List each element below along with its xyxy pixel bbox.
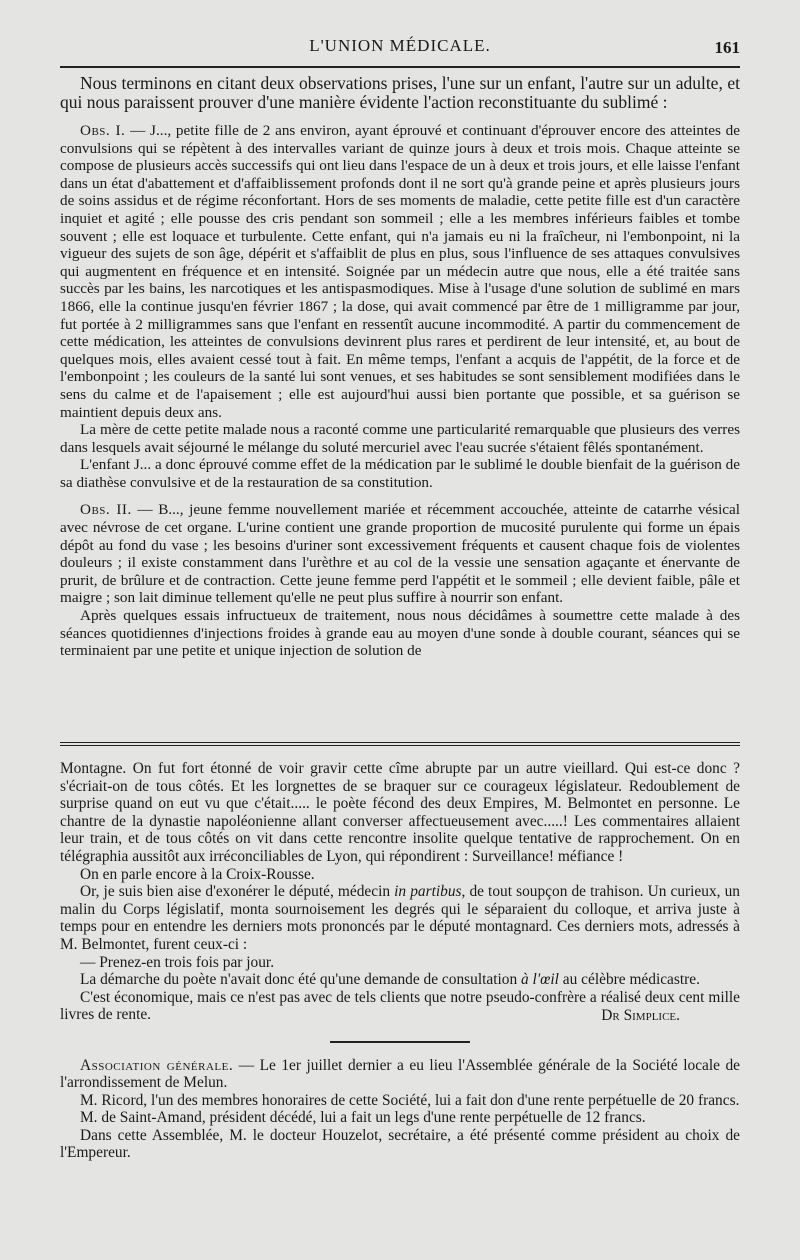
observation-1-paragraph-3: L'enfant J... a donc éprouvé comme effet de la médication par le sublimé le double bienfait de la guérison de sa diathèse convulsive et de la restauration de sa constitution. [60,456,740,491]
observation-1-paragraph [60,122,740,421]
feuilleton-paragraph-3-end: , de tout soupçon de trahison. Un curieux, un malin du Corps législatif, monta sournoisement les degrés qui le séparaient du colloque, et arriva juste à temps pour en entendre les derniers mots prononcés par le député montagnard. Ces derniers mots, adressés à M. Belmontet, furent ceux-ci : [60,883,740,953]
feuilleton-paragraph-5-end: au célèbre médicastre. [558,971,700,989]
feuilleton-paragraph-2: On en parle encore à la Croix-Rousse. [80,865,315,883]
feuilleton-paragraph-5-start: La démarche du poète n'avait donc été qu'une demande de consultation [80,971,522,989]
association-paragraph-1 [60,1057,740,1092]
observation-1-paragraph-2: La mère de cette petite malade nous a raconté comme une particularité remarquable que plusieurs des verres dans lesquels avait séjourné le mélange du soluté mercuriel avec l'eau sucrée s'étaient fêlés spontanément. [60,421,740,456]
running-title: L'UNION MÉDICALE. [309,36,491,55]
feuilleton-column [60,760,740,1162]
feuilleton-quote: — Prenez-en trois fois par jour. [80,953,275,971]
observation-1-label: Obs. I. [80,122,126,139]
feuilleton-paragraph-6: C'est économique, mais ce n'est pas avec de tels clients que notre pseudo-confrère a réalisé deux cent mille livres de rente. [60,988,740,1024]
page-number: 161 [714,38,740,57]
observation-2-paragraph-2: Après quelques essais infructueux de traitement, nous nous décidâmes à soumettre cette malade à des séances quotidiennes d'injections froides à grande eau au moyen d'une sonde à double courant, séances qui se terminaient par une petite et unique injection de solution de [60,607,740,660]
main-article [60,74,740,660]
association-label: Association générale. [80,1056,234,1074]
observation-2-paragraph [60,501,740,607]
feuilleton-italic-phrase: in partibus [394,883,462,901]
signature: Dr Simplice. [601,1006,680,1024]
feuilleton-paragraph-5 [60,971,740,989]
page-header [60,32,740,62]
feuilleton-paragraph-3 [60,883,740,953]
header-rule [60,66,740,68]
feuilleton-separator [60,742,740,746]
section-divider [330,1041,470,1043]
association-text-1: — Le 1er juillet dernier a eu lieu l'Assemblée générale de la Société locale de l'arrondissement de Melun. [60,1056,740,1092]
observation-1-text: — J..., petite fille de 2 ans environ, ayant éprouvé et continuant d'éprouver encore des atteintes de convulsions qui se répètent à des intervalles variant de quinze jours à deux et trois mois. Chaque atteinte se compose de plusieurs accès successifs qui ont lieu dans l'espace de un à deux et trois jours, et elle laisse l'enfant dans un état d'abattement et d'affaiblissement profonds dont il ne sort qu'à grande peine et après plusieurs jours de soins assidus et de régime réconfortant. Hors de ses moments de maladie, cette petite fille est d'un caractère inquiet et agité ; elle pousse des cris pendant son sommeil ; elle a les membres inférieurs faibles et tombe souvent ; elle est loquace et turbulente. Cette enfant, qui n'a jamais eu ni la fraîcheur, ni l'embonpoint, ni la vigueur des sujets de son âge, dépérit et s'affaiblit de plus en plus, sous l'influence de ses attaques convulsives qui augmentent en fréquence et en intensité. Soignée par un médecin autre que nous, elle a été traitée sans succès par les bains, les narcotiques et les antispasmodiques. Mise à l'usage d'une solution de sublimé en mars 1866, elle la continue jusqu'en février 1867 ; la dose, qui avait commencé par être de 1 milligramme par jour, fut portée à 2 milligrammes sans que l'enfant en ressentît aucune incommodité. A partir du commencement de cette médication, les atteintes de convulsions devinrent plus rares et perdirent de leur intensité, et, au bout de quelques mois, elles avaient cessé tout à fait. En même temps, l'enfant a acquis de l'appétit, de la force et de l'embonpoint ; les couleurs de la santé lui sont venues, et ses habitudes se sont sensiblement modifiées dans le sens du calme et de l'apaisement ; elle est aujourd'hui aussi bien portante que possible, et sa guérison se maintient depuis deux ans. [60,122,740,421]
association-paragraph-2: M. Ricord, l'un des membres honoraires de cette Société, lui a fait don d'une rente perpétuelle de 20 francs. [80,1091,740,1109]
feuilleton-paragraph-3-start: Or, je suis bien aise d'exonérer le député, médecin [80,883,395,901]
association-paragraph-3: M. de Saint-Amand, président décédé, lui a fait un legs d'une rente perpétuelle de 12 francs. [80,1109,646,1127]
association-paragraph-4: Dans cette Assemblée, M. le docteur Houzelot, secrétaire, a été présenté comme président au choix de l'Empereur. [60,1126,740,1162]
intro-paragraph: Nous terminons en citant deux observations prises, l'une sur un enfant, l'autre sur un adulte, et qui nous paraissent prouver d'une manière évidente l'action reconstituante du sublimé : [60,73,740,112]
feuilleton-paragraph-1: Montagne. On fut fort étonné de voir gravir cette cîme abrupte par un autre vieillard. Qui est-ce donc ? s'écriait-on de tous côtés. Et les lorgnettes de se braquer sur ce courageux législateur. Redoublement de surprise quand on eut vu que c'était..... le poète fécond des deux Empires, M. Belmontet en personne. Le chantre de la dynastie napoléonienne allant converser affectueusement avec.....! Les commentaires allaient leur train, et de tous côtés on vit dans cette rencontre insolite quelque tentative de rapprochement. On en télégraphia aussitôt aux irréconciliables de Lyon, qui répondirent : Surveillance! méfiance ! [60,760,740,865]
observation-2-text: — B..., jeune femme nouvellement mariée et récemment accouchée, atteinte de catarrhe vésical avec névrose de cet organe. L'urine contient une grande proportion de mucosité purulente qui forme un épais dépôt au fond du vase ; les besoins d'uriner sont excessivement fréquents et causent chaque fois de violentes douleurs ; il existe constamment dans l'urèthre et au col de la vessie une sensation agaçante et énervante de prurit, de brûlure et de contraction. Cette jeune femme perd l'appétit et le sommeil ; elle devient faible, pâle et maigre ; son lait diminue tellement qu'elle ne peut plus suffire à nourrir son enfant. [60,501,740,607]
observation-2-label: Obs. II. [80,501,132,519]
feuilleton-italic-phrase-2: à l'œil [521,971,559,989]
